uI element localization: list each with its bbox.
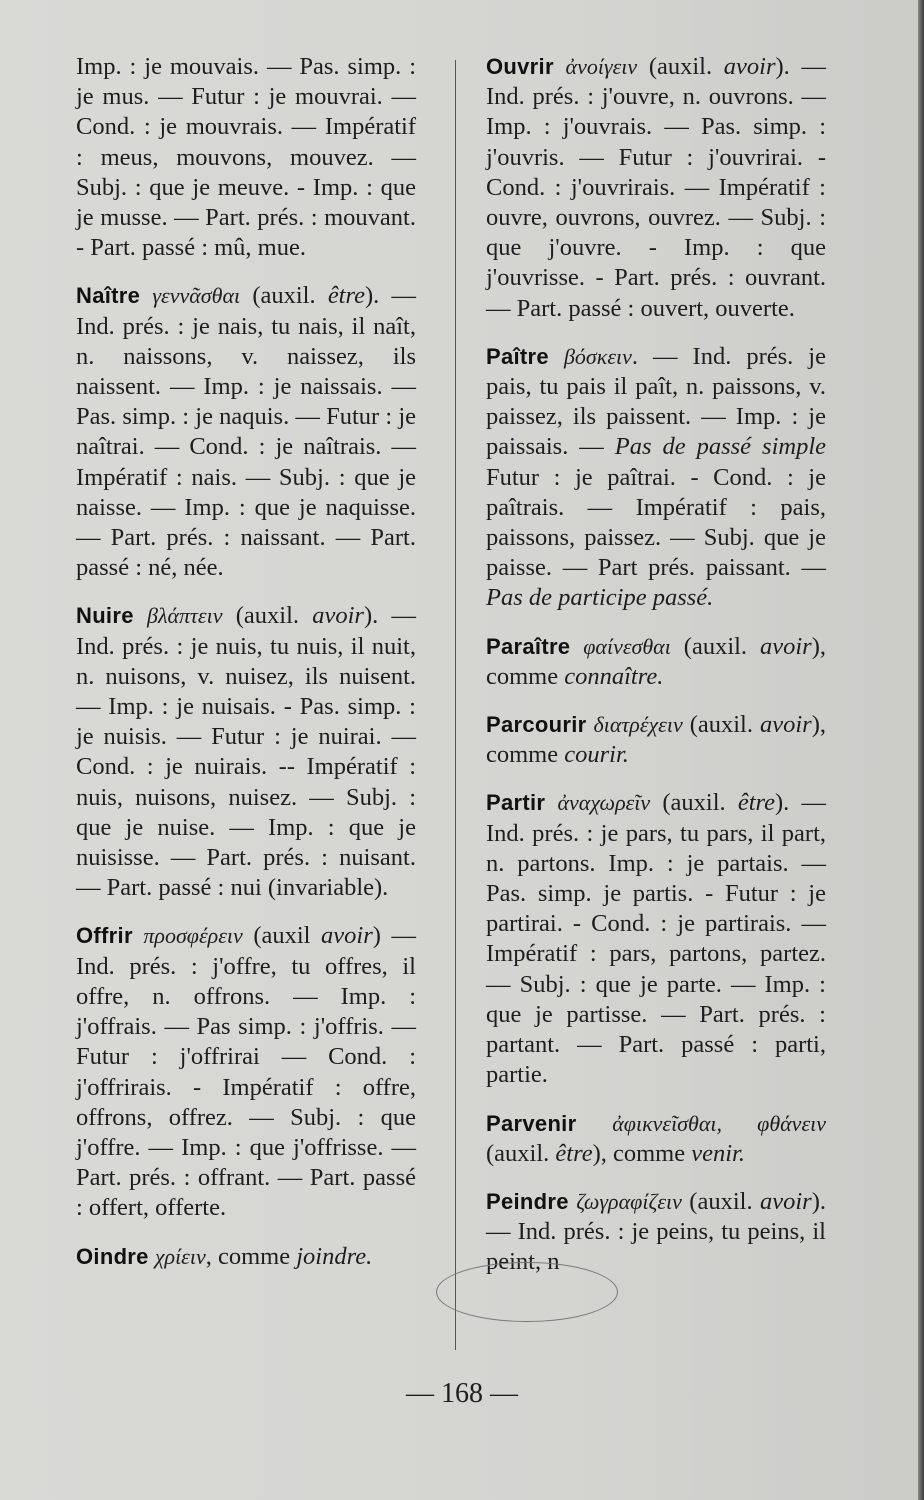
italic-text: être [327, 282, 365, 310]
entry-text [570, 633, 583, 660]
italic-text: Pas de passé simple [614, 433, 826, 461]
dictionary-entry [486, 632, 826, 692]
entry-text: (auxil [242, 922, 322, 950]
right-column [486, 52, 826, 1278]
entry-text: ), comme [486, 711, 826, 769]
dictionary-entry [486, 710, 826, 770]
italic-text: avoir [321, 922, 373, 950]
entry-text [554, 53, 566, 80]
italic-text: être [737, 789, 776, 817]
entry-text: (auxil. [650, 789, 738, 817]
entry-text [545, 789, 557, 816]
dictionary-entry [76, 281, 416, 583]
entry-text [576, 1110, 612, 1137]
greek-translation: ἀνοίγειν [565, 54, 638, 79]
italic-text: être [555, 1139, 593, 1167]
italic-text: avoir [723, 53, 776, 80]
greek-translation: προσφέρειν [143, 923, 243, 949]
page-edge-shadow [918, 0, 924, 1500]
italic-text: avoir [759, 711, 812, 739]
dictionary-entry [76, 1242, 416, 1272]
greek-translation: βλάπτειν [147, 603, 223, 629]
entry-text [133, 922, 144, 949]
entry-text: ). — Ind. prés. : j'ouvre, n. ouvrons. — Imp. : j'ouvrais. — Pas. simp. : j'ouvris. — Futur : j'ouvrirai. - Cond. : j'ouvrirais. — Impératif : ouvre, ouvrons, ouvrez. — Subj. : que j'ouvre. - Imp. : que j'ouvrisse. - Part. prés. : ouvrant. — Part. passé : ouvert, ouverte. [486, 53, 826, 322]
entry-text: ) — Ind. prés. : j'offre, tu offres, il offre, n. offrons. — Imp. : j'offrais. — Pas simp. : j'offris. — Futur : j'offrirai — Cond. : j'offrirais. - Impératif : offre, offrons, offrez. — Subj. : que j'offre. — Imp. : que j'offrisse. — Part. prés. : offrant. — Part. passé : offert, offerte. [76, 922, 416, 1222]
greek-translation: βόσκειν [563, 343, 632, 369]
entry-headword: Nuire [76, 603, 134, 629]
entry-headword: Paître [486, 343, 549, 369]
dictionary-entry [76, 601, 416, 903]
entry-text: ). — Ind. prés. : je nais, tu nais, il naît, n. naissons, v. naissez, ils naissent. — Imp. : je naissais. — Pas. simp. : je naquis. — Futur : je naîtrai. — Cond. : je naîtrais. — Impératif : nais. — Subj. : que je naisse. — Imp. : que je naquisse. — Part. prés. : naissant. — Part. passé : né, née. [76, 282, 416, 582]
entry-text: Imp. : je mouvais. — Pas. simp. : je mus. — Futur : je mouvrai. — Cond. : je mouvrais. — Impératif : meus, mouvons, mouvez. — Subj. : que je meuve. - Imp. : que je musse. — Part. prés. : mouvant. - Part. passé : mû, mue. [76, 53, 416, 262]
column-divider [455, 60, 456, 1350]
entry-text [140, 282, 152, 309]
greek-translation: γεννᾶσθαι [152, 283, 241, 309]
entry-text: ), comme [486, 632, 826, 690]
entry-text: (auxil. [486, 1139, 556, 1167]
entry-headword: Paraître [486, 633, 571, 659]
italic-text: connaître. [564, 662, 664, 690]
entry-headword: Partir [486, 790, 546, 816]
italic-text: avoir [312, 602, 364, 630]
dictionary-entry [486, 1109, 826, 1169]
dictionary-entry [486, 1187, 826, 1278]
dictionary-entry [76, 52, 416, 263]
italic-text: Pas de participe passé. [486, 584, 714, 612]
entry-text: ). — Ind. prés. : je pars, tu pars, il part, n. partons. Imp. : je partais. — Pas. simp. je partis. - Futur : je partirai. - Cond. : je partirais. — Impératif : pars, partons, partez. — Subj. : que je parte. — Imp. : que je partisse. — Part. prés. : partant. — Part. passé : parti, partie. [486, 789, 826, 1089]
italic-text: venir. [691, 1139, 745, 1167]
entry-text: (auxil. [637, 53, 724, 80]
greek-translation: ἀναχωρεῖν [557, 790, 651, 816]
entry-text [549, 343, 564, 370]
dictionary-entry [486, 788, 826, 1090]
greek-translation: διατρέχειν [593, 712, 683, 738]
entry-text: (auxil. [240, 282, 328, 310]
entry-text: ). — Ind. prés. : je peins, tu peins, il peint, n [486, 1187, 826, 1276]
italic-text: joindre. [296, 1242, 373, 1270]
entry-text [134, 602, 147, 629]
entry-text: Futur : je paîtrai. - Cond. : je paîtrais. — Impératif : pais, paissons, paissez. — Subj. que je paisse. — Part prés. paissant. — [486, 463, 826, 582]
greek-translation: χρίειν [154, 1243, 206, 1269]
entry-text: ), comme [592, 1139, 692, 1167]
entry-headword: Oindre [76, 1243, 149, 1269]
entry-text: , comme [205, 1242, 297, 1270]
entry-headword: Ouvrir [486, 54, 554, 79]
dictionary-entry [76, 921, 416, 1223]
entry-text: ). — Ind. prés. : je nuis, tu nuis, il nuit, n. nuisons, v. nuisez, ils nuisent. — Imp. : je nuisais. - Pas. simp. : je nuisis. — Futur : je nuirai. — Cond. : je nuirais. -- Impératif : nuis, nuisons, nuisez. — Subj. : que je nuise. — Imp. : que je nuisisse. — Part. prés. : nuisant. — Part. passé : nui (invariable). [76, 602, 416, 902]
greek-translation: ζωγραφίζειν [576, 1188, 682, 1214]
greek-translation: ἀφικνεῖσθαι, φθάνειν [612, 1110, 826, 1136]
entry-text: (auxil. [681, 1187, 760, 1215]
entry-headword: Parcourir [486, 712, 587, 738]
italic-text: courir. [564, 741, 629, 769]
entry-headword: Offrir [76, 923, 133, 949]
left-column [76, 52, 416, 1272]
entry-headword: Parvenir [486, 1110, 577, 1136]
entry-text: . — Ind. prés. je pais, tu pais il paît, n. paissons, v. paissez, ils paissent. — Imp. : je paissais. — [486, 342, 826, 461]
greek-translation: φαίνεσθαι [583, 633, 671, 659]
entry-text: (auxil. [222, 602, 313, 630]
italic-text: avoir [759, 632, 812, 660]
entry-text: (auxil. [682, 711, 760, 739]
entry-text [587, 711, 594, 738]
entry-headword: Peindre [486, 1188, 569, 1214]
entry-headword: Naître [76, 283, 141, 309]
page-number: — 168 — [406, 1378, 518, 1409]
dictionary-entry [486, 342, 826, 614]
entry-text: (auxil. [670, 632, 760, 660]
dictionary-entry [486, 52, 826, 324]
italic-text: avoir [759, 1187, 812, 1215]
